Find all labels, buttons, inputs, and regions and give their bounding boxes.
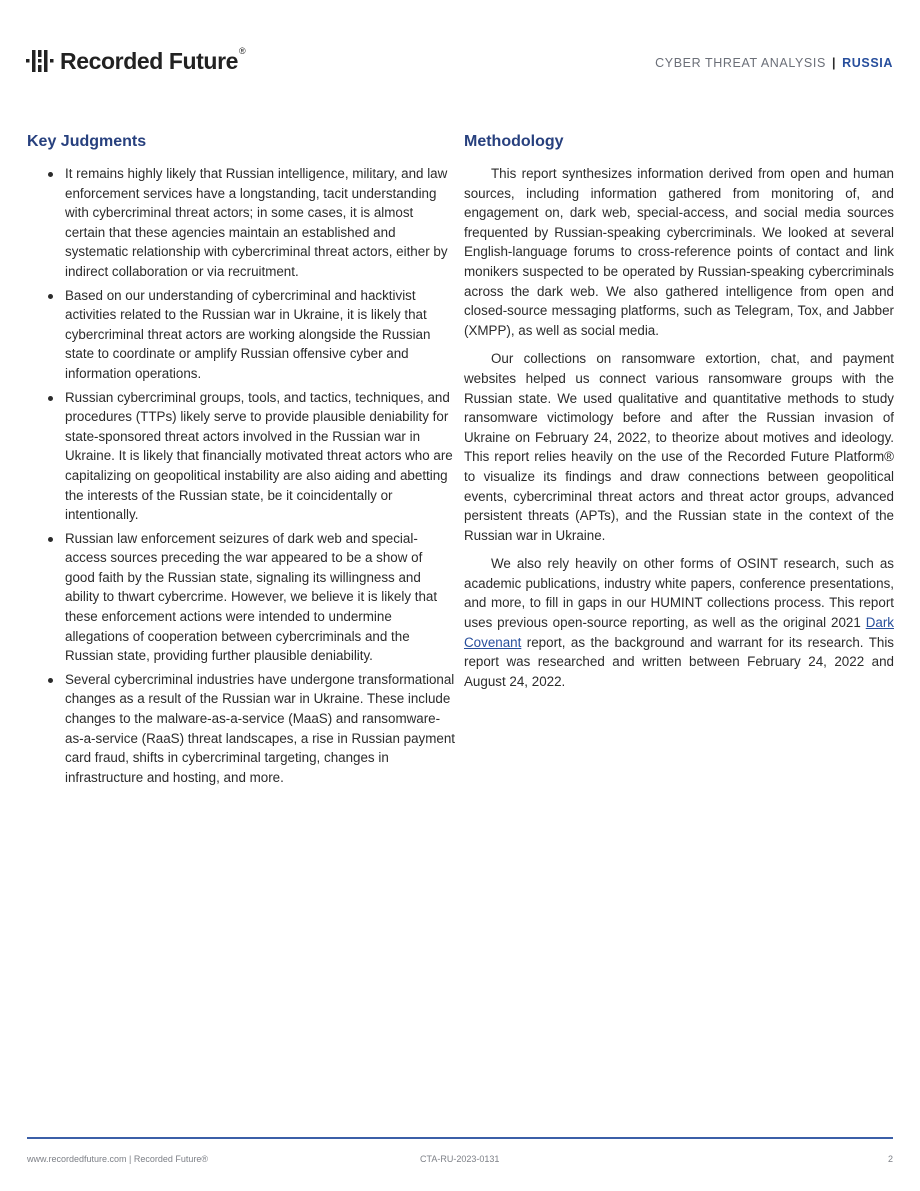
methodology-heading: Methodology [464, 133, 564, 150]
footer-divider [27, 1137, 893, 1139]
key-judgments-list [27, 164, 455, 787]
footer-website: www.recordedfuture.com | Recorded Future® [27, 1154, 209, 1164]
list-item: Based on our understanding of cybercriminal and hacktivist activities related to the Russian war in Ukraine, it is likely that cybercriminal threat actors are working alongside the Russian state to coordinate or amplify Russian offensive cyber and information operations. [27, 286, 455, 384]
section-label: CYBER THREAT ANALYSIS [655, 56, 826, 70]
region-label: RUSSIA [842, 56, 893, 70]
list-item: Russian cybercriminal groups, tools, and tactics, techniques, and procedures (TTPs) likely serve to provide plausible deniability for state-sponsored threat actors involved in the Russian war in Ukraine. It is likely that financially motivated threat actors who are capitalizing on geopolitical instability are also aiding and abetting the interests of the Russian state, be it coincidentally or intentionally. [27, 388, 455, 525]
footer-doc-id: CTA-RU-2023-0131 [420, 1154, 500, 1164]
list-item: It remains highly likely that Russian intelligence, military, and law enforcement services have a longstanding, tacit understanding with cybercriminal threat actors; in some cases, it is almost certain that these agencies maintain an established and systematic relationship with cybercriminal threat actors, either by indirect collaboration or via recruitment. [27, 164, 455, 282]
methodology-section [464, 133, 894, 700]
key-judgments-section [27, 133, 455, 791]
report-category [655, 56, 893, 70]
page-number: 2 [887, 1154, 893, 1164]
list-item: Russian law enforcement seizures of dark web and special-access sources preceding the war appeared to be a show of good faith by the Russian state, signaling its willingness and ability to thwart cybercrime. However, we believe it is likely that these enforcement actions were intended to undermine allegations of cooperation between cybercriminals and the Russian state, providing further plausible deniability. [27, 529, 455, 666]
header-separator: | [831, 56, 837, 70]
methodology-paragraph-2: Our collections on ransomware extortion, chat, and payment websites helped us connect various ransomware groups with the Russian state. We used qualitative and quantitative methods to study ransomware victimology before and after the Russian invasion of Ukraine on February 24, 2022, to theorize about motives and ideology. This report relies heavily on the use of the Recorded Future Platform® to visualize its findings and draw connections between geopolitical events, cybercriminal threat actors and threat actor groups, advanced persistent threats (APTs), and the Russian state in the context of the Russian war in Ukraine. [464, 351, 894, 543]
dark-covenant-link[interactable]: Dark Covenant [464, 615, 894, 650]
key-judgments-heading: Key Judgments [27, 133, 147, 150]
list-item: Several cybercriminal industries have undergone transformational changes as a result of the Russian war in Ukraine. These include changes to the malware-as-a-service (MaaS) and ransomware-as-a-service (RaaS) threat landscapes, a rise in Russian payment card fraud, shifts in cybercriminal targeting, changes in infrastructure and hosting, and more. [27, 670, 455, 788]
methodology-paragraph-1: This report synthesizes information derived from open and human sources, including information gathered from monitoring of, and engagement on, dark web, special-access, and social media sources frequented by Russian-speaking cybercriminals. We looked at several English-language forums to cross-reference points of contact and link monikers suspected to be operated by Russian-speaking cybercriminals across the dark web. We also gathered intelligence from open and closed-source messaging platforms, such as Telegram, Tox, and Jabber (XMPP), as well as social media. [464, 166, 894, 338]
recorded-future-logo-icon [26, 46, 56, 76]
brand-name: Recorded Future® [60, 45, 246, 74]
methodology-paragraph-3: We also rely heavily on other forms of OSINT research, such as academic publications, industry white papers, conference presentations, and more, to fill in gaps in our HUMINT collections process. This report uses previous open-source reporting, as well as the original 2021 Dark Covenant report, as the background and warrant for its research. This report was researched and written between February 24, 2022 and August 24, 2022. [464, 556, 894, 689]
brand-logo [26, 46, 245, 76]
